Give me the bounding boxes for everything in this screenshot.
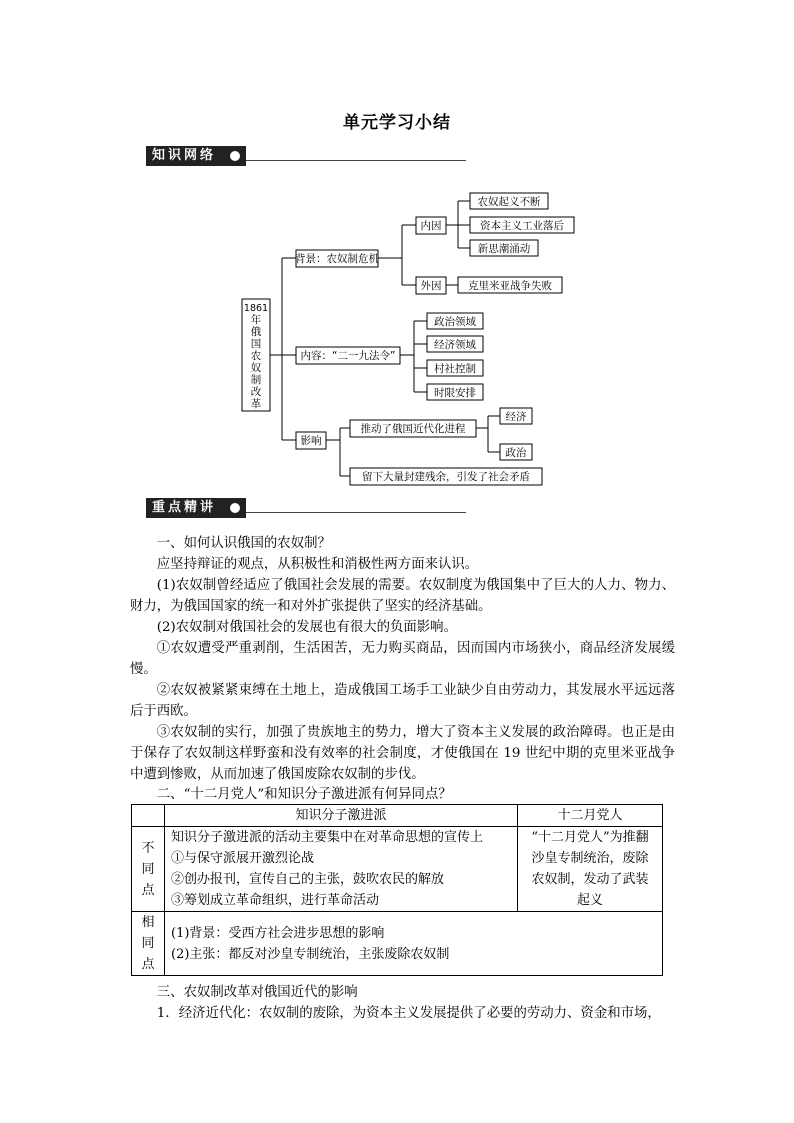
- row-label: [132, 912, 165, 976]
- row-label: [132, 827, 165, 912]
- dot-icon: [230, 503, 240, 513]
- external-item-label: 克里米亚战争失败: [468, 280, 552, 292]
- internal-item-label: 资本主义工业落后: [480, 220, 564, 232]
- paragraph: ③农奴制的实行，加强了贵族地主的势力，增大了资本主义发展的政治障碍。也正是由于保存了农奴制这样野蛮和没有效率的社会制度，才使俄国在 19 世纪中期的克里米亚战争中遭到惨败，从而加速了俄国废除农奴制的步伐。: [130, 725, 675, 782]
- cell-line: (1)背景：受西方社会进步思想的影响: [171, 925, 385, 941]
- q1-section: [130, 533, 675, 785]
- paragraph: ②农奴被紧紧束缚在土地上，造成俄国工场手工业缺少自由劳动力，其发展水平远远落后于西欧。: [130, 683, 675, 719]
- internal-item-label: 农奴起义不断: [477, 196, 541, 208]
- knowledge-tree-diagram: [0, 180, 794, 490]
- external-label: 外因: [420, 280, 442, 292]
- background-label: 背景：农奴制危机: [295, 253, 379, 265]
- row-label-char: 同: [141, 861, 155, 877]
- paragraph: (1)农奴制曾经适应了俄国社会发展的需要。农奴制度为俄国集中了巨大的人力、物力、财力，为俄国国家的统一和对外扩张提供了坚实的经济基础。: [130, 578, 675, 614]
- section-label: 知识网络: [146, 146, 246, 166]
- paragraph: 1．经济近代化：农奴制的废除，为资本主义发展提供了必要的劳动力、资金和市场，: [156, 1006, 661, 1021]
- section-label: 重点精讲: [146, 498, 246, 518]
- impact-b-label: 留下大量封建残余，引发了社会矛盾: [362, 471, 530, 483]
- q1-heading: 一、如何认识俄国的农奴制？: [156, 536, 331, 551]
- content-item-label: 经济领域: [434, 339, 476, 351]
- root-label: 农: [250, 350, 262, 362]
- q3-heading: 三、农奴制改革对俄国近代的影响: [156, 985, 358, 1000]
- internal-label: 内因: [420, 220, 442, 232]
- content-item-label: 政治领域: [434, 316, 476, 328]
- internal-item-label: 新思潮涌动: [477, 243, 531, 255]
- paragraph: ①农奴遭受严重剥削，生活困苦，无力购买商品，因而国内市场狭小，商品经济发展缓慢。: [130, 641, 675, 677]
- paragraph: (2)农奴制对俄国社会的发展也有很大的负面影响。: [156, 620, 457, 635]
- cell-line: 知识分子激进派的活动主要集中在对革命思想的宣传上: [171, 830, 484, 845]
- root-label: 1861: [243, 303, 269, 314]
- root-label: 制: [250, 374, 262, 386]
- table-cell: [132, 805, 165, 827]
- content-label: 内容：“二一九法令”: [300, 350, 396, 362]
- table-cell: [165, 912, 663, 976]
- impact-a-item-label: 经济: [505, 411, 527, 423]
- comparison-table: [131, 804, 663, 976]
- table-cell: [165, 827, 518, 912]
- q3-section: [130, 982, 675, 1024]
- table-row: [132, 827, 663, 912]
- cell-line: ②创办报刊，宣传自己的主张，鼓吹农民的解放: [171, 872, 445, 887]
- impact-a-item-label: 政治: [505, 447, 527, 459]
- root-label: 改: [250, 386, 262, 398]
- section-header-key-points: [146, 498, 466, 520]
- row-label-char: 不: [141, 840, 155, 856]
- q2-heading: 二、“十二月党人”和知识分子激进派有何异同点？: [156, 787, 452, 802]
- root-label: 奴: [250, 362, 262, 374]
- table-header: 知识分子激进派: [165, 805, 518, 827]
- cell-line: (2)主张：都反对沙皇专制统治，主张废除农奴制: [171, 946, 450, 962]
- page-title: 单元学习小结: [343, 113, 451, 133]
- section-header-knowledge-network: [146, 146, 466, 168]
- divider: [246, 160, 466, 161]
- divider: [246, 512, 466, 513]
- row-label-char: 点: [141, 882, 155, 898]
- row-label-char: 点: [141, 957, 155, 972]
- cell-line: ①与保守派展开激烈论战: [171, 851, 315, 866]
- content-item-label: 时限安排: [434, 387, 476, 399]
- root-label: 俄: [250, 326, 262, 338]
- dot-icon: [230, 151, 240, 161]
- impact-a-label: 推动了俄国近代化进程: [360, 423, 466, 435]
- table-row: [132, 805, 663, 827]
- q2-heading-wrap: [130, 784, 675, 805]
- table-header: 十二月党人: [518, 805, 663, 827]
- cell-line: ③筹划成立革命组织，进行革命活动: [171, 893, 380, 908]
- root-label: 年: [250, 314, 262, 326]
- row-label-char: 同: [141, 936, 155, 951]
- root-label: 国: [250, 338, 262, 350]
- table-row: [132, 912, 663, 976]
- root-label: 革: [250, 398, 262, 410]
- table-cell: “十二月党人”为推翻沙皇专制统治，废除农奴制，发动了武装起义: [518, 827, 663, 912]
- impact-label: 影响: [300, 435, 322, 447]
- content-item-label: 村社控制: [434, 363, 476, 375]
- paragraph: 应坚持辩证的观点，从积极性和消极性两方面来认识。: [156, 557, 479, 572]
- row-label-char: 相: [141, 915, 155, 930]
